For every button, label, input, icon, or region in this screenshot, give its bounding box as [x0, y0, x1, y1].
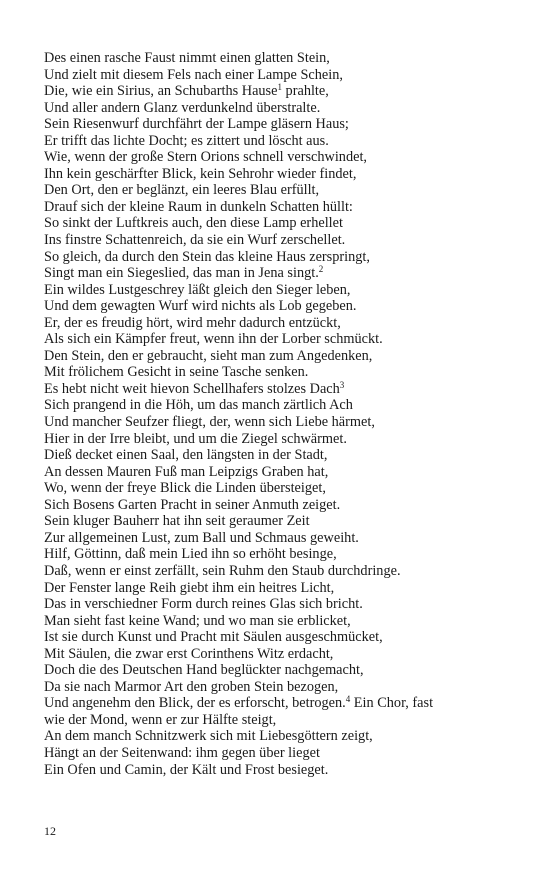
- poem-line-text: Daß, wenn er einst zerfällt, sein Ruhm den Staub durchdringe.: [44, 562, 401, 579]
- footnote-marker: 3: [339, 379, 345, 390]
- poem-line: [44, 348, 514, 365]
- poem-line-text: Mit Säulen, die zwar erst Corinthens Witz erdacht,: [44, 645, 334, 662]
- poem-line: [44, 265, 514, 282]
- poem-line-text: Er, der es freudig hört, wird mehr dadurch entzückt,: [44, 314, 341, 331]
- poem-line: [44, 232, 514, 249]
- poem-line-text: Mit frölichem Gesicht in seine Tasche senken.: [44, 364, 309, 381]
- poem-line-text: Sein kluger Bauherr hat ihn seit geraumer Zeit: [44, 513, 310, 530]
- poem-line: [44, 331, 514, 348]
- poem-line: [44, 431, 514, 448]
- poem-line: [44, 315, 514, 332]
- poem-line-text: Ein wildes Lustgeschrey läßt gleich den Sieger leben,: [44, 281, 351, 298]
- poem-line: [44, 629, 514, 646]
- poem-line: [44, 596, 514, 613]
- poem-line: [44, 166, 514, 183]
- poem-line-text: Die, wie ein Sirius, an Schubarths Hause: [44, 83, 278, 100]
- poem-line-text: wie der Mond, wenn er zur Hälfte steigt,: [44, 711, 277, 728]
- poem-line: [44, 447, 514, 464]
- poem-line-text: Sich Bosens Garten Pracht in seiner Anmuth zeiget.: [44, 496, 341, 513]
- poem-line: [44, 580, 514, 597]
- poem-line-text: Den Ort, den er beglänzt, ein leeres Blau erfüllt,: [44, 182, 320, 199]
- poem-line-text: Ein Ofen und Camin, der Kält und Frost besieget.: [44, 761, 329, 778]
- poem-line-text: Hilf, Göttinn, daß mein Lied ihn so erhöht besinge,: [44, 546, 337, 563]
- poem-text: [44, 50, 514, 778]
- poem-line: [44, 133, 514, 150]
- page-number: 12: [44, 824, 56, 838]
- poem-line-text: Und angenehm den Blick, der es erforscht, betrogen.: [44, 695, 346, 712]
- poem-line: [44, 745, 514, 762]
- poem-line: [44, 530, 514, 547]
- poem-line-text: Singt man ein Siegeslied, das man in Jena singt.: [44, 265, 319, 282]
- poem-line-text: Es hebt nicht weit hievon Schellhafers stolzes Dach: [44, 380, 340, 397]
- poem-line-text: Wie, wenn der große Stern Orions schnell verschwindet,: [44, 149, 367, 166]
- poem-line: [44, 397, 514, 414]
- poem-line-text: Da sie nach Marmor Art den groben Stein bezogen,: [44, 678, 339, 695]
- poem-line: [44, 215, 514, 232]
- poem-line-text: Der Fenster lange Reih giebt ihm ein heitres Licht,: [44, 579, 335, 596]
- poem-line: [44, 249, 514, 266]
- poem-line: [44, 762, 514, 779]
- poem-line-text: An dem manch Schnitzwerk sich mit Liebesgöttern zeigt,: [44, 728, 373, 745]
- footnote-marker: 2: [318, 264, 324, 275]
- poem-line-text: Sich prangend in die Höh, um das manch zärtlich Ach: [44, 397, 353, 414]
- poem-line-text: Hängt an der Seitenwand: ihm gegen über lieget: [44, 744, 320, 761]
- poem-line-text: Das in verschiedner Form durch reines Glas sich bricht.: [44, 596, 363, 613]
- poem-line-text: Den Stein, den er gebraucht, sieht man zum Angedenken,: [44, 347, 373, 364]
- poem-line: [44, 381, 514, 398]
- poem-line: [44, 83, 514, 100]
- poem-line: [44, 149, 514, 166]
- poem-line: [44, 513, 514, 530]
- poem-line: [44, 364, 514, 381]
- poem-line: [44, 116, 514, 133]
- poem-line-text: Ihn kein geschärfter Blick, kein Sehrohr wieder findet,: [44, 165, 357, 182]
- poem-line-text: Ist sie durch Kunst und Pracht mit Säulen ausgeschmücket,: [44, 629, 383, 646]
- poem-line-tail: Ein Chor, fast: [350, 695, 434, 712]
- poem-line: [44, 613, 514, 630]
- poem-line: [44, 298, 514, 315]
- poem-line: [44, 67, 514, 84]
- poem-line-text: Wo, wenn der freye Blick die Linden übersteiget,: [44, 480, 326, 497]
- poem-line: [44, 662, 514, 679]
- poem-line-text: Des einen rasche Faust nimmt einen glatten Stein,: [44, 50, 330, 66]
- poem-line-text: Hier in der Irre bleibt, und um die Ziegel schwärmet.: [44, 430, 347, 447]
- poem-line-text: Ins finstre Schattenreich, da sie ein Wurf zerschellet.: [44, 232, 346, 249]
- poem-line: [44, 728, 514, 745]
- poem-line: [44, 712, 514, 729]
- footnote-marker: 1: [277, 82, 282, 93]
- poem-line-text: Und dem gewagten Wurf wird nichts als Lob gegeben.: [44, 298, 357, 315]
- poem-line: [44, 464, 514, 481]
- poem-line-text: Dieß decket einen Saal, den längsten in der Stadt,: [44, 447, 328, 464]
- poem-line: [44, 100, 514, 117]
- poem-line-text: Und zielt mit diesem Fels nach einer Lampe Schein,: [44, 66, 343, 83]
- poem-line-text: An dessen Mauren Fuß man Leipzigs Graben hat,: [44, 463, 329, 480]
- poem-line-text: Und aller andern Glanz verdunkelnd überstralte.: [44, 99, 321, 116]
- poem-line-text: Als sich ein Kämpfer freut, wenn ihn der Lorber schmückt.: [44, 331, 383, 348]
- footnote-marker: 4: [345, 694, 351, 705]
- poem-line: [44, 497, 514, 514]
- poem-line: [44, 646, 514, 663]
- poem-line: [44, 182, 514, 199]
- poem-line-text: Zur allgemeinen Lust, zum Ball und Schmaus geweiht.: [44, 529, 359, 546]
- poem-line: [44, 695, 514, 712]
- poem-line-tail: prahlte,: [281, 83, 329, 100]
- poem-line-text: Sein Riesenwurf durchfährt der Lampe gläsern Haus;: [44, 116, 349, 133]
- poem-line: [44, 679, 514, 696]
- poem-line: [44, 414, 514, 431]
- poem-line-text: Doch die des Deutschen Hand beglückter nachgemacht,: [44, 662, 364, 679]
- poem-line: [44, 480, 514, 497]
- poem-line-text: Und mancher Seufzer fliegt, der, wenn sich Liebe härmet,: [44, 414, 375, 431]
- poem-line: [44, 50, 514, 67]
- poem-line: [44, 282, 514, 299]
- poem-line: [44, 199, 514, 216]
- poem-line: [44, 563, 514, 580]
- poem-line-text: Drauf sich der kleine Raum in dunkeln Schatten hüllt:: [44, 198, 353, 215]
- poem-line-text: Er trifft das lichte Docht; es zittert und löscht aus.: [44, 132, 329, 149]
- poem-line-text: So gleich, da durch den Stein das kleine Haus zerspringt,: [44, 248, 370, 265]
- poem-line: [44, 546, 514, 563]
- poem-line-text: Man sieht fast keine Wand; und wo man sie erblicket,: [44, 612, 351, 629]
- poem-line-text: So sinkt der Luftkreis auch, den diese Lamp erhellet: [44, 215, 343, 232]
